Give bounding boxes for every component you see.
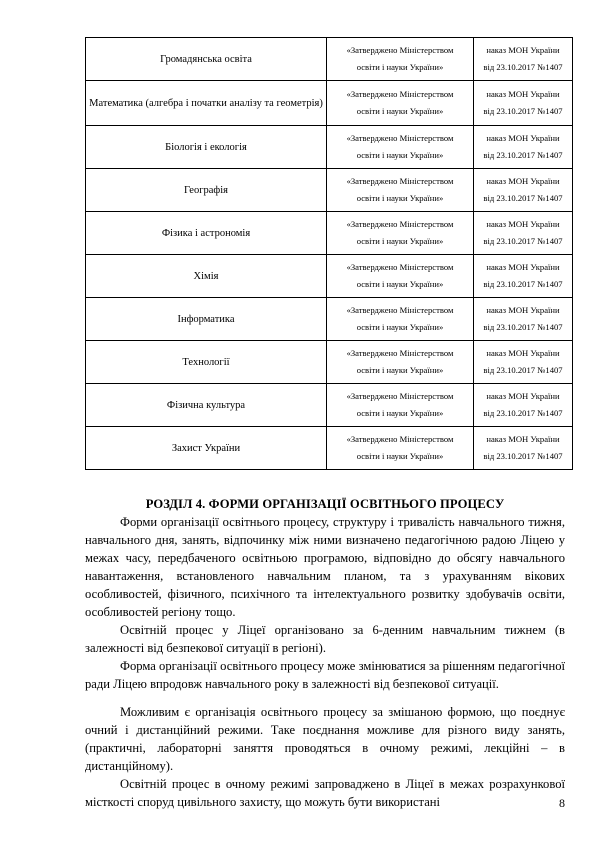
approval-cell [327,212,474,255]
approval-line: освіти і науки України» [356,193,444,203]
order-line: від 23.10.2017 №1407 [483,322,563,332]
approval-line: освіти і науки України» [356,150,444,160]
approval-line: освіти і науки України» [356,451,444,461]
order-cell [474,81,573,126]
subject-cell: Інформатика [86,298,327,341]
paragraph: Освітній процес у Ліцеї організовано за 6-денним навчальним тижнем (в залежності від безпекової ситуації в регіоні). [85,623,565,655]
approval-cell [327,126,474,169]
order-cell [474,298,573,341]
section-body [85,513,565,811]
order-line: від 23.10.2017 №1407 [483,106,563,116]
subject-cell: Географія [86,169,327,212]
approval-cell [327,298,474,341]
order-line: від 23.10.2017 №1407 [483,62,563,72]
order-line: наказ МОН України [486,176,560,186]
approval-cell [327,427,474,470]
paragraph: Освітній процес в очному режимі запроваджено в Ліцеї в межах розрахункової місткості споруд цивільного захисту, що можуть бути використані [85,777,565,809]
order-line: наказ МОН України [486,262,560,272]
order-line: наказ МОН України [486,348,560,358]
subject-cell: Фізична культура [86,384,327,427]
approval-line: освіти і науки України» [356,365,444,375]
approval-line: освіти і науки України» [356,62,444,72]
table-row [86,126,573,169]
approval-cell [327,255,474,298]
table-row [86,81,573,126]
order-line: наказ МОН України [486,45,560,55]
approval-cell [327,384,474,427]
order-line: наказ МОН України [486,434,560,444]
approval-cell [327,38,474,81]
approval-cell [327,341,474,384]
order-cell [474,341,573,384]
order-line: від 23.10.2017 №1407 [483,150,563,160]
approval-line: освіти і науки України» [356,408,444,418]
section-heading: РОЗДІЛ 4. ФОРМИ ОРГАНІЗАЦІЇ ОСВІТНЬОГО ПРОЦЕСУ [145,497,505,511]
approval-line: освіти і науки України» [356,322,444,332]
approval-line: «Затверджено Міністерством [346,176,454,186]
table-row [86,298,573,341]
order-cell [474,212,573,255]
subject-cell: Біологія і екологія [86,126,327,169]
approval-line: «Затверджено Міністерством [346,262,454,272]
order-line: від 23.10.2017 №1407 [483,236,563,246]
subject-cell: Громадянська освіта [86,38,327,81]
order-line: від 23.10.2017 №1407 [483,193,563,203]
subject-cell: Математика (алгебра і початки аналізу та геометрія) [86,81,327,126]
order-cell [474,169,573,212]
paragraph: Форми організації освітнього процесу, структуру і тривалість навчального тижня, навчального дня, занять, відпочинку між ними визначено педагогічною радою Ліцею у межах часу, передбаченого освітньою програмою, відповідно до обсягу навчального навантаження, встановленого навчальним планом, та з урахуванням вікових особливостей, фізичного, психічного та інтелектуального розвитку здобувачів освіти, особливостей регіону тощо. [85,515,565,619]
approval-line: «Затверджено Міністерством [346,434,454,444]
approval-line: «Затверджено Міністерством [346,219,454,229]
approval-line: «Затверджено Міністерством [346,305,454,315]
order-cell [474,126,573,169]
approval-line: освіти і науки України» [356,236,444,246]
order-line: від 23.10.2017 №1407 [483,365,563,375]
order-cell [474,38,573,81]
table-row [86,212,573,255]
table-row [86,384,573,427]
curriculum-table [85,37,573,470]
approval-line: «Затверджено Міністерством [346,89,454,99]
table-row [86,341,573,384]
approval-line: «Затверджено Міністерством [346,133,454,143]
subject-cell: Захист України [86,427,327,470]
order-cell [474,427,573,470]
order-line: від 23.10.2017 №1407 [483,408,563,418]
paragraph: Можливим є організація освітнього процесу за змішаною формою, що поєднує очний і дистанційний режими. Таке поєднання можливе для різного виду занять, (практичні, лабораторні заняття проводяться в очному режимі, лекційні – в дистанційному). [85,705,565,773]
order-line: наказ МОН України [486,305,560,315]
approval-line: освіти і науки України» [356,106,444,116]
order-line: наказ МОН України [486,391,560,401]
table-row [86,169,573,212]
curriculum-table-body [86,38,573,470]
table-row [86,427,573,470]
order-line: наказ МОН України [486,133,560,143]
approval-cell [327,169,474,212]
paragraph: Форма організації освітнього процесу може змінюватися за рішенням педагогічної ради Ліцею впродовж навчального року в залежності від безпекової ситуації. [85,659,565,691]
approval-line: «Затверджено Міністерством [346,348,454,358]
page-number: 8 [559,796,565,810]
approval-cell [327,81,474,126]
subject-cell: Хімія [86,255,327,298]
order-line: від 23.10.2017 №1407 [483,279,563,289]
table-row [86,255,573,298]
order-line: від 23.10.2017 №1407 [483,451,563,461]
order-line: наказ МОН України [486,89,560,99]
order-line: наказ МОН України [486,219,560,229]
order-cell [474,384,573,427]
order-cell [474,255,573,298]
subject-cell: Фізика і астрономія [86,212,327,255]
approval-line: освіти і науки України» [356,279,444,289]
subject-cell: Технології [86,341,327,384]
approval-line: «Затверджено Міністерством [346,391,454,401]
table-row [86,38,573,81]
approval-line: «Затверджено Міністерством [346,45,454,55]
